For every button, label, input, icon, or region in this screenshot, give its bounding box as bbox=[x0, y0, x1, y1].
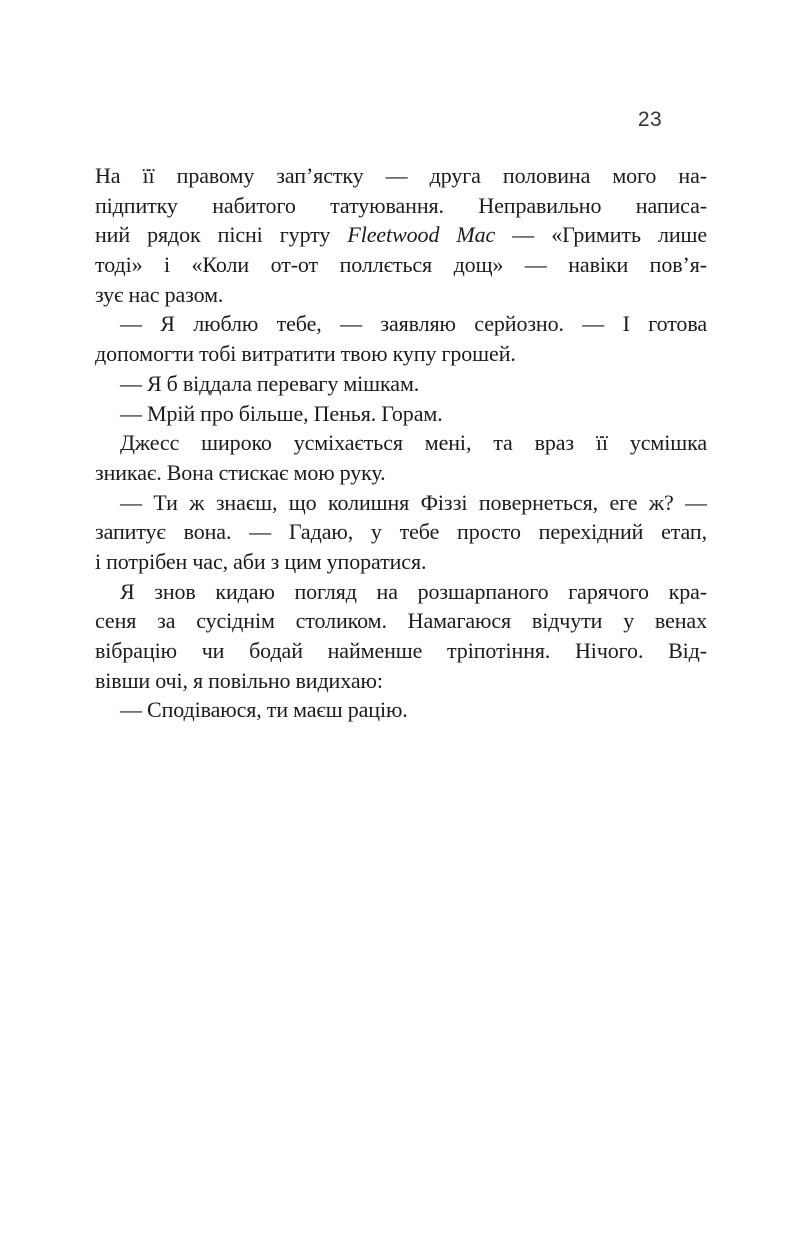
text-segment: зує нас разом. bbox=[95, 281, 224, 307]
text-line bbox=[95, 250, 707, 280]
text-line bbox=[95, 339, 707, 369]
page-text bbox=[95, 161, 707, 725]
paragraph bbox=[95, 488, 707, 577]
text-line bbox=[95, 280, 707, 310]
text-segment: ний рядок пісні гурту bbox=[95, 222, 348, 248]
text-line bbox=[95, 488, 707, 518]
text-segment: вібрацію чи бодай найменше тріпотіння. Нічого. Від- bbox=[95, 638, 707, 663]
paragraph bbox=[95, 695, 707, 725]
text-line bbox=[95, 547, 707, 577]
text-line bbox=[95, 666, 707, 696]
paragraph bbox=[95, 309, 707, 368]
text-line bbox=[95, 428, 707, 458]
text-segment: і потрібен час, аби з цим упоратися. bbox=[95, 548, 427, 574]
text-line bbox=[95, 517, 707, 547]
text-line bbox=[95, 369, 707, 399]
text-line bbox=[95, 191, 707, 221]
text-segment: сеня за сусіднім столиком. Намагаюся відчути у венах bbox=[95, 608, 707, 634]
text-line bbox=[95, 606, 707, 636]
paragraph bbox=[95, 577, 707, 696]
italic-text-segment: Fleetwood Mac bbox=[347, 222, 496, 248]
text-segment: — Мрій про більше, Пенья. Горам. bbox=[120, 400, 443, 426]
text-segment: зникає. Вона стискає мою руку. bbox=[95, 459, 386, 485]
text-segment: — Я люблю тебе, — заявляю серйозно. — І готова bbox=[120, 311, 707, 337]
text-line bbox=[95, 695, 707, 725]
text-line bbox=[95, 309, 707, 339]
paragraph bbox=[95, 369, 707, 399]
text-line bbox=[95, 458, 707, 488]
text-line bbox=[95, 220, 707, 250]
paragraph bbox=[95, 399, 707, 429]
text-segment: — «Гримить лише bbox=[495, 222, 707, 248]
text-line bbox=[95, 636, 707, 666]
text-line bbox=[95, 161, 707, 191]
paragraph bbox=[95, 428, 707, 487]
text-segment: підпитку набитого татуювання. Неправильно написа- bbox=[95, 192, 707, 218]
text-segment: вівши очі, я повільно видихаю: bbox=[95, 667, 383, 693]
paragraph bbox=[95, 161, 707, 309]
text-line bbox=[95, 577, 707, 607]
text-segment: Джесс широко усміхається мені, та враз її усмішка bbox=[120, 430, 707, 456]
text-segment: запитує вона. — Гадаю, у тебе просто перехідний етап, bbox=[95, 519, 707, 545]
text-segment: — Сподіваюся, ти маєш рацію. bbox=[120, 697, 408, 723]
page-number: 23 bbox=[637, 108, 663, 131]
text-segment: Я знов кидаю погляд на розшарпаного гарячого кра- bbox=[120, 578, 707, 604]
text-segment: тоді» і «Коли от-от поллється дощ» — навіки пов’я- bbox=[95, 252, 707, 278]
text-line bbox=[95, 399, 707, 429]
text-segment: допомогти тобі витратити твою купу грошей. bbox=[95, 341, 516, 367]
text-segment: На її правому зап’ястку — друга половина мого на- bbox=[95, 163, 707, 188]
text-segment: — Я б віддала перевагу мішкам. bbox=[120, 370, 420, 396]
text-segment: — Ти ж знаєш, що колишня Фіззі повернеться, еге ж? — bbox=[120, 489, 707, 515]
